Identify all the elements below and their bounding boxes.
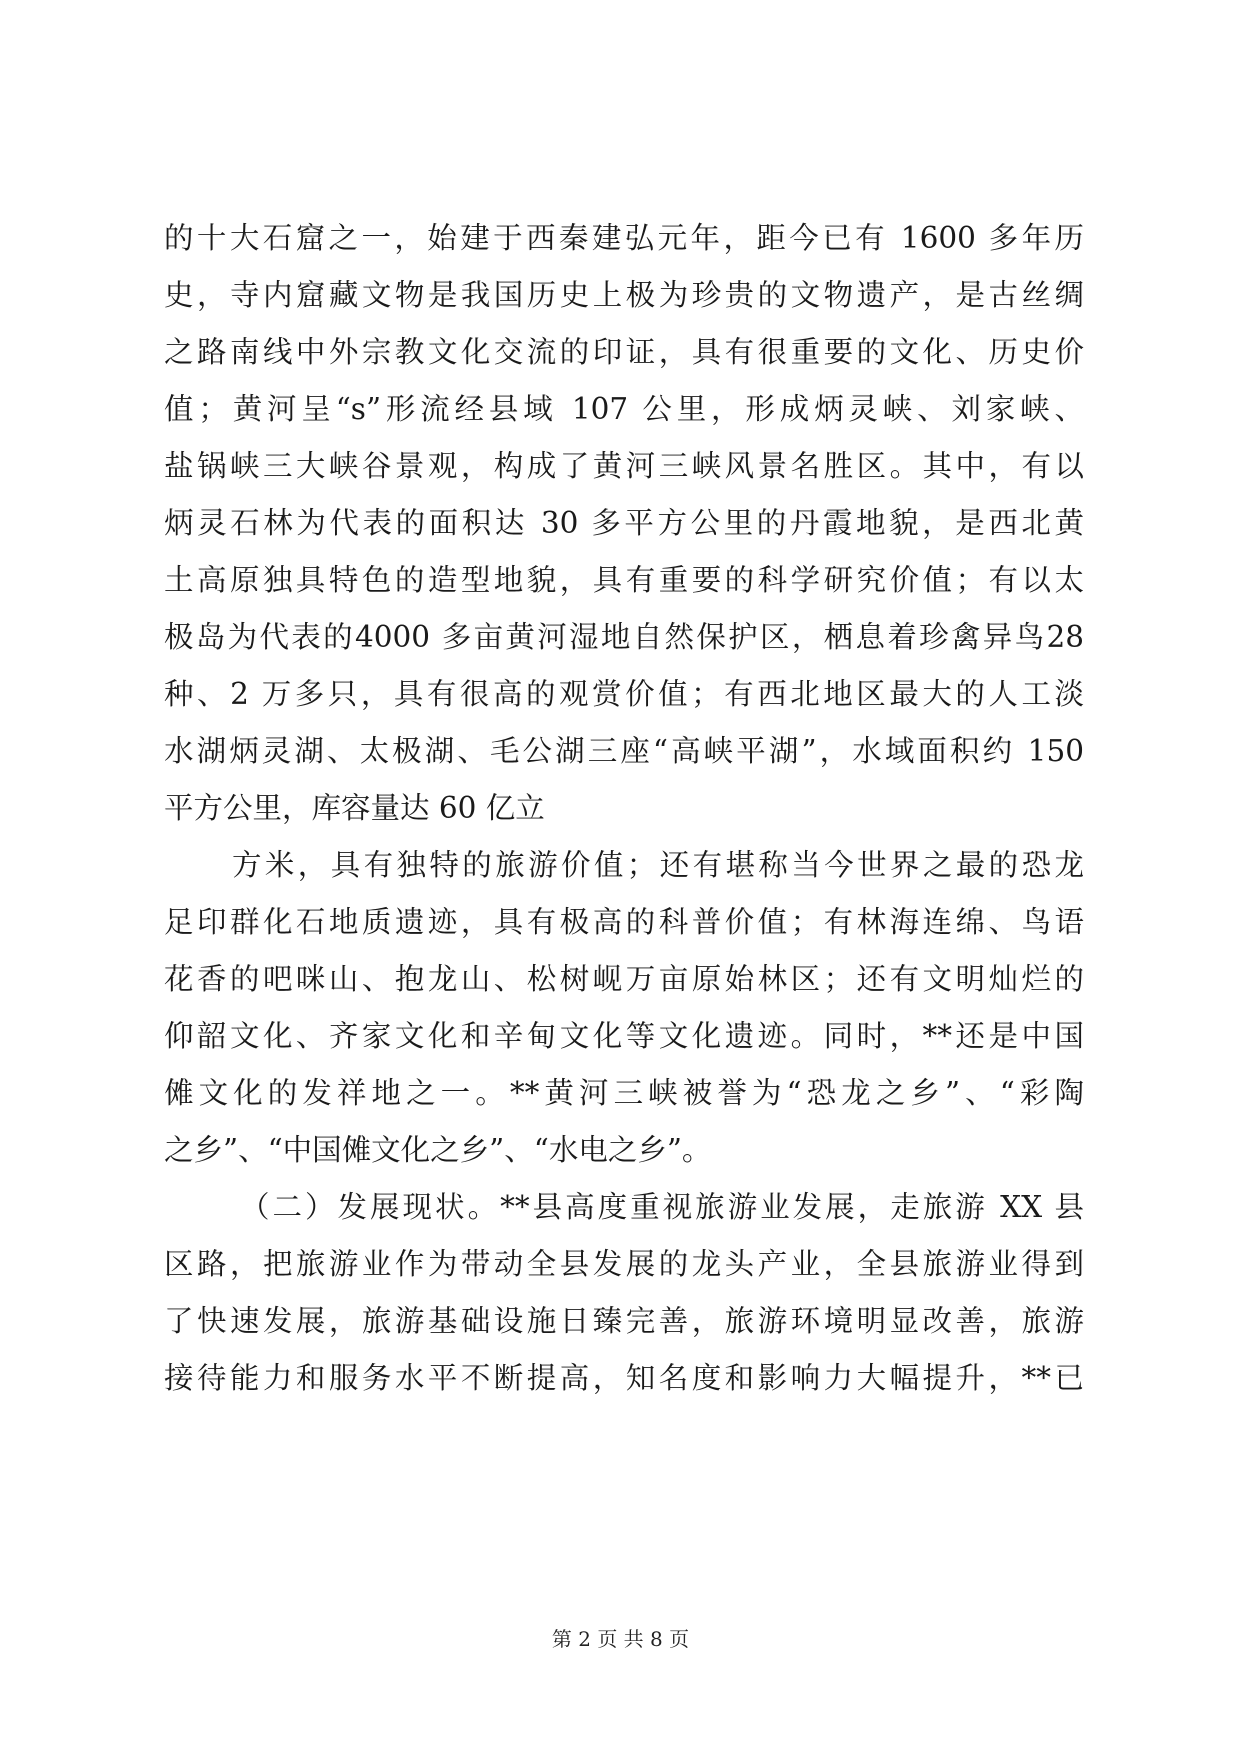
- text-line-16: 傩文化的发祥地之一。**黄河三峡被誉为“恐龙之乡”、“彩陶: [164, 1076, 1084, 1110]
- text-line-10: 水湖炳灵湖、太极湖、毛公湖三座“高峡平湖”，水域面积约 150: [164, 734, 1084, 768]
- text-line-17: 之乡”、“中国傩文化之乡”、“水电之乡”。: [164, 1133, 712, 1167]
- text-line-4: 值；黄河呈“s”形流经县域 107 公里，形成炳灵峡、刘家峡、: [164, 392, 1084, 426]
- text-line-8: 极岛为代表的4000 多亩黄河湿地自然保护区，栖息着珍禽异鸟28: [164, 620, 1084, 654]
- text-line-11: 平方公里，库容量达 60 亿立: [164, 791, 545, 825]
- page-footer: 第 2 页 共 8 页: [551, 1627, 690, 1651]
- section-heading-line: （二）发展现状。**县高度重视旅游业发展，走旅游 XX 县: [240, 1190, 1084, 1224]
- text-line-1: 的十大石窟之一，始建于西秦建弘元年，距今已有 1600 多年历: [164, 221, 1084, 255]
- text-line-9: 种、2 万多只，具有很高的观赏价值；有西北地区最大的人工淡: [164, 677, 1084, 711]
- text-line-7: 土高原独具特色的造型地貌，具有重要的科学研究价值；有以太: [164, 563, 1084, 597]
- text-line-6: 炳灵石林为代表的面积达 30 多平方公里的丹霞地貌，是西北黄: [164, 506, 1084, 540]
- text-line-13: 足印群化石地质遗迹，具有极高的科普价值；有林海连绵、鸟语: [164, 905, 1084, 939]
- text-line-20: 了快速发展，旅游基础设施日臻完善，旅游环境明显改善，旅游: [164, 1304, 1084, 1338]
- text-line-21: 接待能力和服务水平不断提高，知名度和影响力大幅提升，**已: [164, 1361, 1084, 1395]
- text-line-2: 史，寺内窟藏文物是我国历史上极为珍贵的文物遗产，是古丝绸: [164, 278, 1084, 312]
- text-line-5: 盐锅峡三大峡谷景观，构成了黄河三峡风景名胜区。其中，有以: [164, 449, 1084, 483]
- text-line-14: 花香的吧咪山、抱龙山、松树岘万亩原始林区；还有文明灿烂的: [164, 962, 1084, 996]
- text-line-15: 仰韶文化、齐家文化和辛甸文化等文化遗迹。同时，**还是中国: [164, 1019, 1084, 1053]
- text-line-3: 之路南线中外宗教文化交流的印证，具有很重要的文化、历史价: [164, 335, 1084, 369]
- text-line-12: 方米，具有独特的旅游价值；还有堪称当今世界之最的恐龙: [232, 848, 1084, 882]
- text-line-19: 区路，把旅游业作为带动全县发展的龙头产业，全县旅游业得到: [164, 1247, 1084, 1281]
